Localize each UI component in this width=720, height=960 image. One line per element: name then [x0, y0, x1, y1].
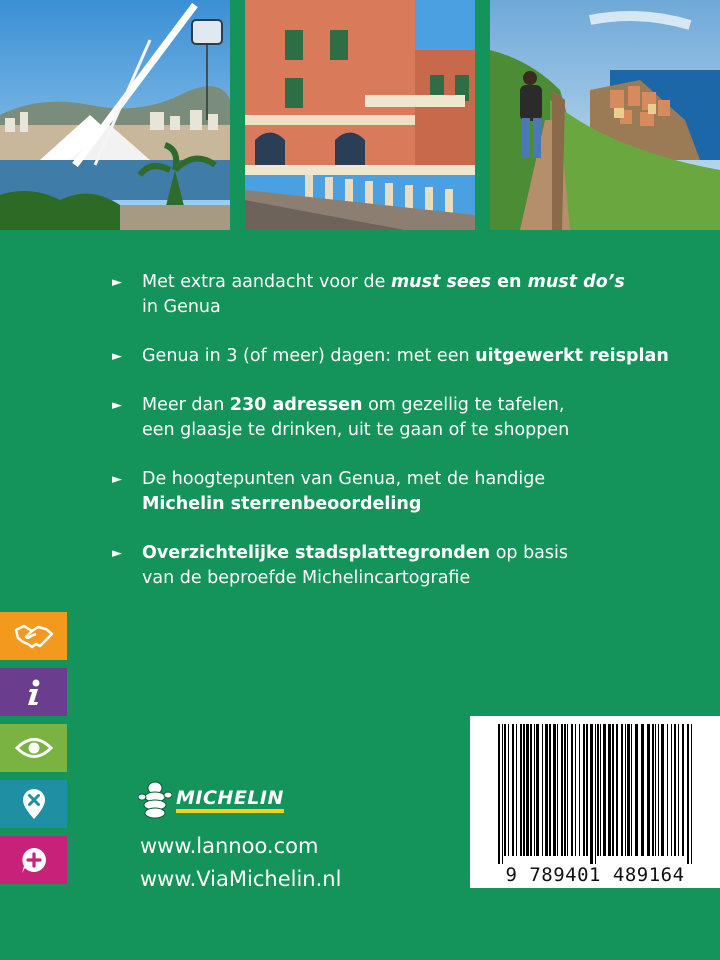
location-plus-icon: [20, 846, 48, 874]
info-icon: [24, 678, 44, 706]
bullet-arrow-icon: ►: [112, 349, 122, 364]
barcode-bar: [557, 724, 558, 856]
barcode: [470, 716, 720, 888]
barcode-bar: [595, 724, 596, 864]
feature-text: Met extra aandacht voor de: [142, 272, 391, 292]
feature-item: [112, 344, 702, 369]
feature-text: Genua in 3 (of meer) dagen: met een: [142, 346, 476, 366]
barcode-number: 9 789401 489164: [505, 864, 685, 886]
feature-list: [112, 270, 702, 615]
barcode-bar: [542, 724, 543, 856]
barcode-bar: [516, 724, 517, 856]
barcode-bar: [571, 724, 573, 856]
barcode-bar: [549, 724, 551, 856]
website-viamichelin[interactable]: www.ViaMichelin.nl: [140, 867, 342, 891]
feature-line: [142, 418, 702, 443]
barcode-bar: [667, 724, 668, 856]
barcode-bar: [545, 724, 548, 856]
feature-item: [112, 393, 702, 443]
website-lannoo[interactable]: www.lannoo.com: [140, 834, 319, 858]
barcode-bar: [674, 724, 676, 856]
barcode-bar: [616, 724, 618, 856]
barcode-bar: [661, 724, 664, 856]
feature-text: Overzichtelijke stadsplattegronden: [142, 543, 491, 563]
barcode-bar: [678, 724, 679, 856]
feature-text: must do’s: [527, 272, 625, 292]
barcode-bar: [590, 724, 593, 864]
photo-cinque-terre-hiker: [490, 0, 720, 230]
icon-tabs: [0, 612, 67, 892]
barcode-bar: [498, 724, 500, 864]
feature-text: van de beproefde Michelincartografie: [142, 568, 471, 588]
barcode-bar: [631, 724, 632, 856]
bullet-arrow-icon: ►: [112, 275, 122, 290]
barcode-bar: [526, 724, 529, 856]
feature-text: must sees: [390, 272, 492, 292]
barcode-bar: [612, 724, 614, 856]
feature-line: [142, 541, 702, 566]
barcode-bar: [520, 724, 522, 856]
barcode-bars: [498, 724, 692, 864]
tab-location-x: [0, 780, 67, 828]
feature-item: [112, 467, 702, 517]
feature-text: De hoogtepunten van Genua, met de handige: [142, 469, 546, 489]
michelin-wordmark: MICHELIN: [176, 788, 284, 813]
barcode-bar: [502, 724, 503, 864]
feature-line: [142, 492, 702, 517]
bibendum-icon: [138, 780, 172, 820]
barcode-bar: [583, 724, 585, 856]
barcode-bar: [561, 724, 563, 856]
feature-line: [142, 566, 702, 591]
bullet-arrow-icon: ►: [112, 398, 122, 413]
feature-line: [142, 467, 702, 492]
barcode-bar: [691, 724, 692, 864]
barcode-bar: [512, 724, 514, 856]
barcode-bar: [564, 724, 566, 856]
barcode-bar: [586, 724, 588, 856]
feature-text: een glaasje te drinken, uit te gaan of te shoppen: [142, 420, 570, 440]
tab-info: [0, 668, 67, 716]
barcode-bar: [603, 724, 606, 856]
barcode-bar: [621, 724, 623, 856]
feature-line: [142, 270, 702, 295]
barcode-bar: [658, 724, 659, 856]
barcode-bar: [553, 724, 556, 856]
barcode-bar: [682, 724, 684, 856]
tab-eye: [0, 724, 67, 772]
location-x-icon: [21, 788, 47, 820]
tab-handshake: [0, 612, 67, 660]
feature-text: Meer dan: [142, 395, 230, 415]
michelin-logo: [138, 780, 284, 820]
photo-strip: [0, 0, 720, 230]
feature-text: om gezellig te tafelen,: [362, 395, 565, 415]
barcode-bar: [635, 724, 638, 856]
feature-line: [142, 393, 702, 418]
barcode-bar: [652, 724, 654, 856]
barcode-bar: [536, 724, 539, 856]
feature-text: 230 adressen: [229, 395, 363, 415]
bullet-arrow-icon: ►: [112, 472, 122, 487]
barcode-bar: [530, 724, 532, 856]
barcode-bar: [687, 724, 689, 864]
barcode-bar: [508, 724, 509, 856]
barcode-bar: [641, 724, 644, 856]
barcode-bar: [608, 724, 611, 856]
barcode-bar: [575, 724, 576, 856]
feature-text: en: [491, 272, 528, 292]
barcode-bar: [597, 724, 599, 856]
feature-text: op basis: [490, 543, 568, 563]
feature-text: Michelin sterrenbeoordeling: [142, 494, 422, 514]
tab-location-plus: [0, 836, 67, 884]
bullet-arrow-icon: ►: [112, 546, 122, 561]
photo-genoa-palazzo: [245, 0, 475, 230]
feature-text: uitgewerkt reisplan: [475, 346, 669, 366]
barcode-bar: [671, 724, 672, 856]
barcode-bar: [534, 724, 535, 856]
barcode-bar: [600, 724, 601, 856]
barcode-bar: [567, 724, 568, 856]
barcode-bar: [625, 724, 626, 856]
barcode-bar: [655, 724, 656, 856]
feature-text: in Genua: [142, 297, 221, 317]
eye-icon: [15, 737, 53, 759]
feature-line: [142, 344, 702, 369]
feature-line: [142, 295, 702, 320]
barcode-bar: [523, 724, 525, 856]
handshake-icon: [14, 622, 54, 650]
websites: [140, 830, 341, 896]
barcode-bar: [627, 724, 630, 856]
barcode-bar: [647, 724, 650, 856]
feature-item: [112, 541, 702, 591]
barcode-bar: [579, 724, 580, 856]
photo-genoa-harbour: [0, 0, 230, 230]
feature-item: [112, 270, 702, 320]
barcode-bar: [504, 724, 506, 856]
